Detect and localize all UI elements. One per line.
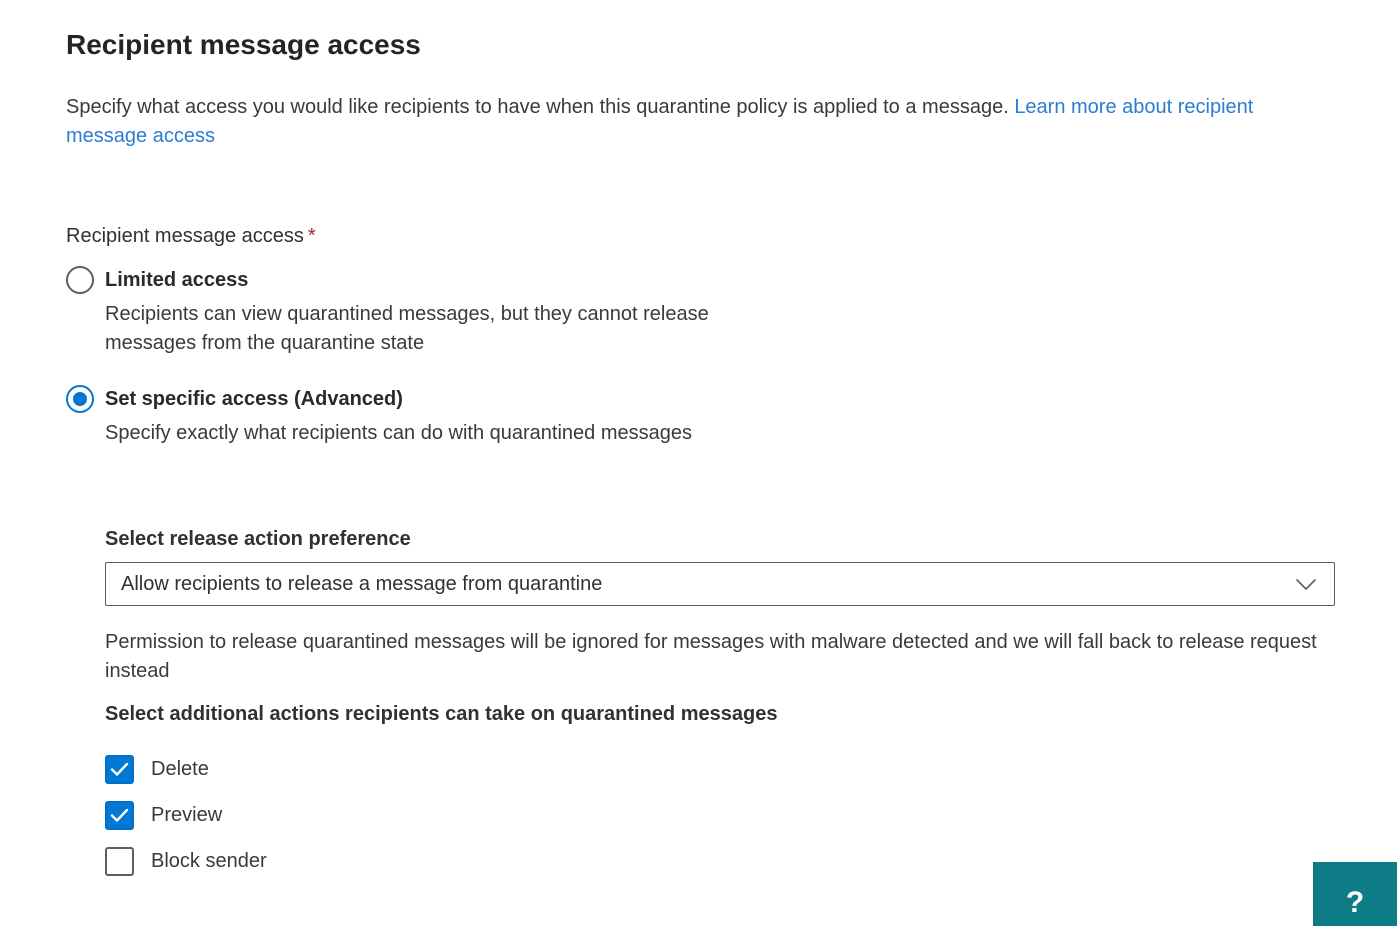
radio-selected-icon[interactable] (66, 385, 94, 413)
radio-label-set-specific-access: Set specific access (Advanced) (105, 388, 403, 410)
intro-paragraph (66, 93, 1332, 151)
release-action-dropdown[interactable] (105, 562, 1335, 606)
release-action-label: Select release action preference (105, 528, 411, 550)
radio-unselected-icon[interactable] (66, 266, 94, 294)
learn-more-link[interactable]: Learn more about recipient message access (66, 96, 1254, 147)
release-action-note: Permission to release quarantined messages will be ignored for messages with malware detected and we will fall back to release request instead (105, 631, 1317, 682)
radio-description-limited-access: Recipients can view quarantined messages, but they cannot release messages from the quarantine state (105, 303, 709, 354)
radio-label-limited-access: Limited access (105, 269, 249, 291)
radio-option-limited-access[interactable] (66, 266, 1331, 358)
additional-actions-label: Select additional actions recipients can take on quarantined messages (105, 703, 778, 725)
checkbox-checked-icon[interactable] (105, 801, 134, 830)
checkmark-icon (110, 762, 129, 777)
checkbox-label-delete: Delete (151, 758, 209, 780)
checkbox-row-delete[interactable] (105, 755, 1331, 784)
access-field-label: Recipient message access * (66, 225, 316, 247)
checkbox-row-block-sender[interactable] (105, 847, 1331, 876)
checkbox-label-preview: Preview (151, 804, 223, 826)
checkbox-label-block-sender: Block sender (151, 850, 267, 872)
checkmark-icon (110, 808, 129, 823)
required-asterisk: * (307, 225, 316, 247)
checkbox-row-preview[interactable] (105, 801, 1331, 830)
help-button[interactable] (1313, 862, 1397, 926)
radio-option-set-specific-access[interactable] (66, 385, 1331, 448)
question-mark-icon: ? (1345, 886, 1365, 919)
radio-description-set-specific-access: Specify exactly what recipients can do with quarantined messages (105, 422, 692, 444)
intro-text: Specify what access you would like recipients to have when this quarantine policy is applied to a message. (66, 96, 1009, 118)
advanced-options-section (105, 528, 1331, 876)
checkbox-unchecked-icon[interactable] (105, 847, 134, 876)
chevron-down-icon (1296, 579, 1316, 590)
release-action-selected-value: Allow recipients to release a message from quarantine (121, 572, 603, 595)
page-title: Recipient message access (66, 29, 421, 60)
checkbox-checked-icon[interactable] (105, 755, 134, 784)
